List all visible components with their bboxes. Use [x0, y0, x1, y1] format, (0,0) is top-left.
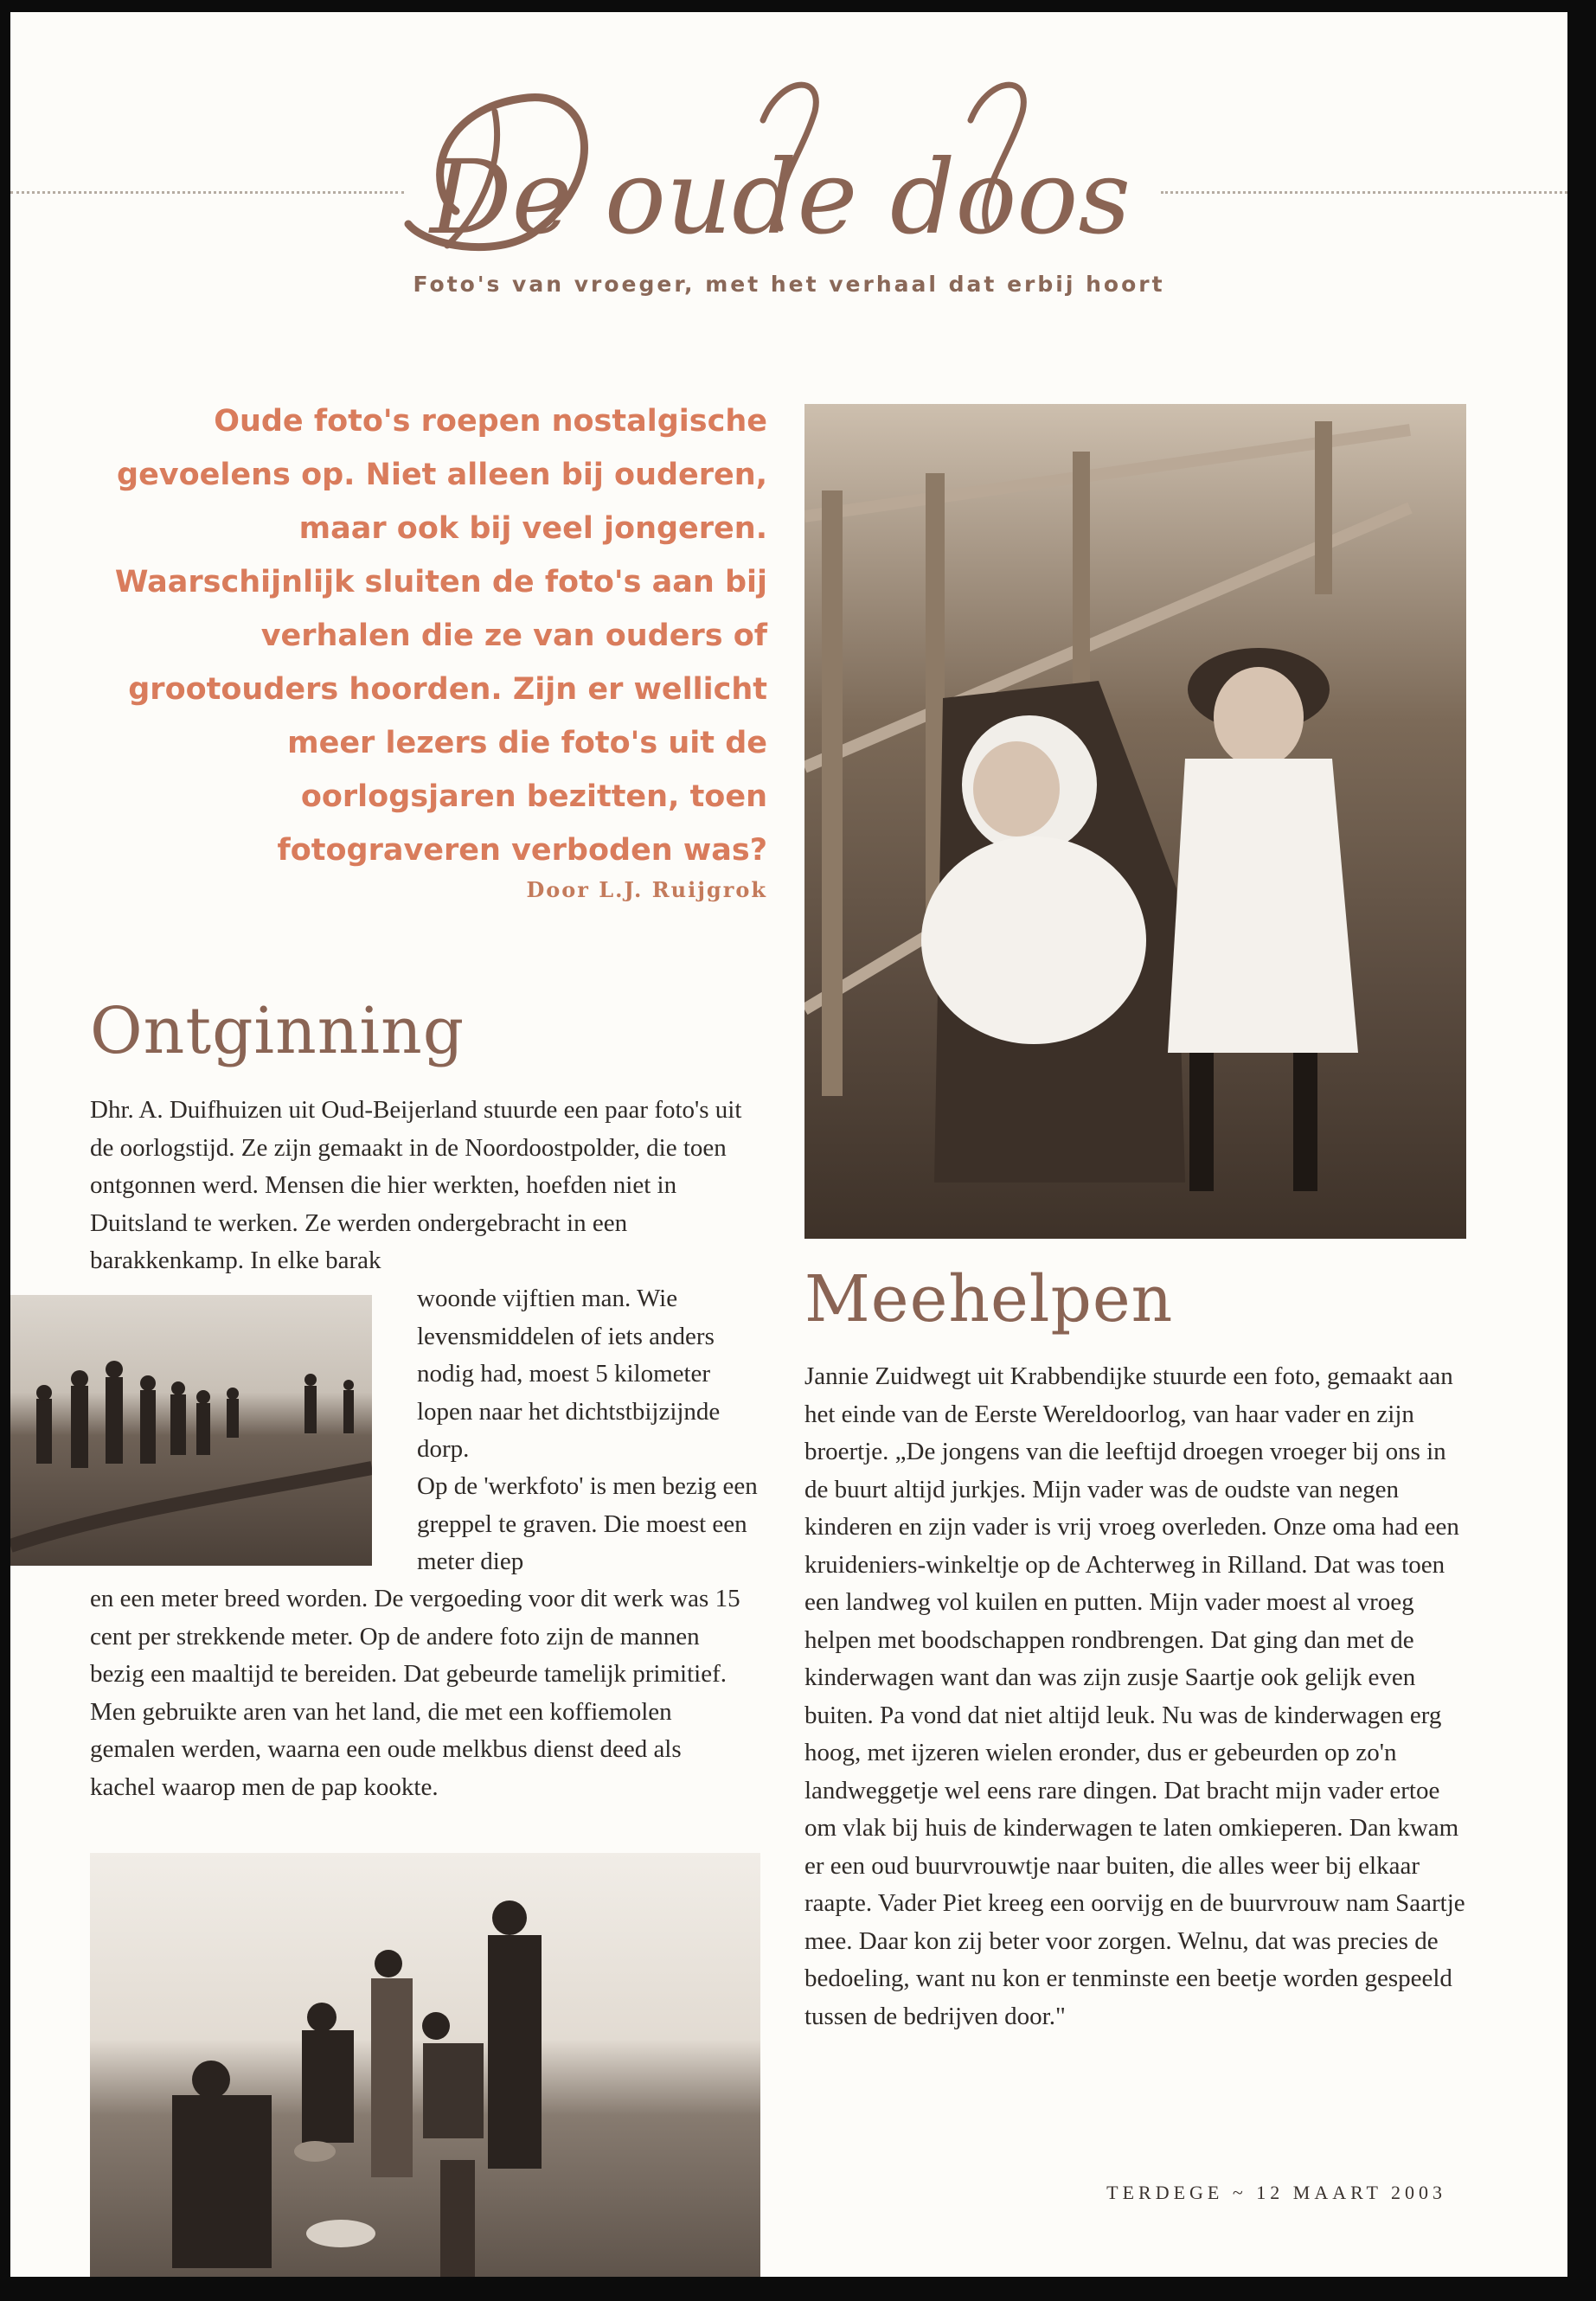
magazine-page	[10, 12, 1567, 2277]
intro-text: Oude foto's roepen nostalgische gevoelens op. Niet alleen bij ouderen, maar ook bij veel jongeren. Waarschijnlijk sluiten de foto's aan bij verhalen die ze van ouders of grootouders hoorden. Zijn er wellicht meer lezers die foto's uit de oorlogsjaren bezitten, toen fotograveren verboden was?	[114, 404, 767, 868]
section-heading-meehelpen: Meehelpen	[804, 1262, 1174, 1336]
meehelpen-paragraph: Jannie Zuidwegt uit Krabbendijke stuurde een foto, gemaakt aan het einde van de Eerste Wereldoorlog, van haar vader en zijn broertje. „De jongens van die leeftijd droegen vroeger bij ons in de buurt altijd jurkjes. Mijn vader was de oudste van negen kinderen en zijn vader is vrij vroeg overleden. Onze oma had een kruideniers-winkeltje op de Achterweg in Rilland. Dat was toen een landweg vol kuilen en putten. Mijn vader moest al vroeg helpen met boodschappen rondbrengen. Dat ging dan met de kinderwagen want dan was zijn zusje Saartje ook gelijk even buiten. Pa vond dat niet altijd leuk. Nu was de kinderwagen erg hoog, met ijzeren wielen eronder, dus er gebeurden op zo'n landweggetje wel eens rare dingen. Dat bracht mijn vader ertoe om vlak bij huis de kinderwagen te laten omkieperen. Dan kwam er een oud buurvrouwtje naar buiten, die alles weer bij elkaar raapte. Vader Piet kreeg een oorvijg en de buurvrouw nam Saartje mee. Daar kon zij beter voor zorgen. Welnu, dat was precies de bedoeling, want nu kon er tenminste een beetje worden gespeeld tussen de bedrijven door."	[804, 1362, 1465, 2030]
ontginning-paragraph-2: woonde vijftien man. Wie levensmiddelen of iets anders nodig had, moest 5 kilometer lopen naar het dichtstbijzijnde dorp.	[417, 1285, 721, 1463]
masthead-rule-left	[10, 191, 404, 194]
photo-work-field	[10, 1295, 372, 1566]
masthead-title: De oude doos	[429, 138, 1131, 257]
photo-children-kinderwagen	[804, 404, 1466, 1239]
masthead-subtitle: Foto's van vroeger, met het verhaal dat erbij hoort	[413, 272, 1165, 297]
photo-cooking-figures	[90, 1853, 760, 2277]
ontginning-paragraph-1: Dhr. A. Duifhuizen uit Oud-Beijerland stuurde een paar foto's uit de oorlogstijd. Ze zijn gemaakt in de Noordoostpolder, die toen ontgonnen werd. Mensen die hier werkten, hoefden niet in Duitsland te werken. Ze werden ondergebracht in een barakkenkamp. In elke barak	[90, 1096, 742, 1274]
photo-children-figures	[804, 404, 1466, 1239]
ontginning-paragraph-4: en een meter breed worden. De vergoeding voor dit werk was 15 cent per strekkende meter. Op de andere foto zijn de mannen bezig een maaltijd te bereiden. Dat gebeurde tamelijk primitief. Men gebruikte aren van het land, die met een koffiemolen gemalen werden, waarna een oude melkbus dienst deed als kachel waarop men de pap kookte.	[90, 1585, 740, 1801]
section-heading-ontginning: Ontginning	[90, 994, 465, 1068]
masthead-rule-right	[1161, 191, 1567, 194]
byline: Door L.J. Ruijgrok	[526, 877, 767, 902]
ontginning-paragraph-3: Op de 'werkfoto' is men bezig een greppel te graven. Die moest een meter diep	[417, 1472, 758, 1575]
masthead-title-script	[374, 60, 1152, 267]
page-footer: TERDEGE ~ 12 MAART 2003	[1106, 2182, 1446, 2203]
photo-work-field-figures	[10, 1295, 372, 1566]
photo-cooking-meal	[90, 1853, 760, 2277]
